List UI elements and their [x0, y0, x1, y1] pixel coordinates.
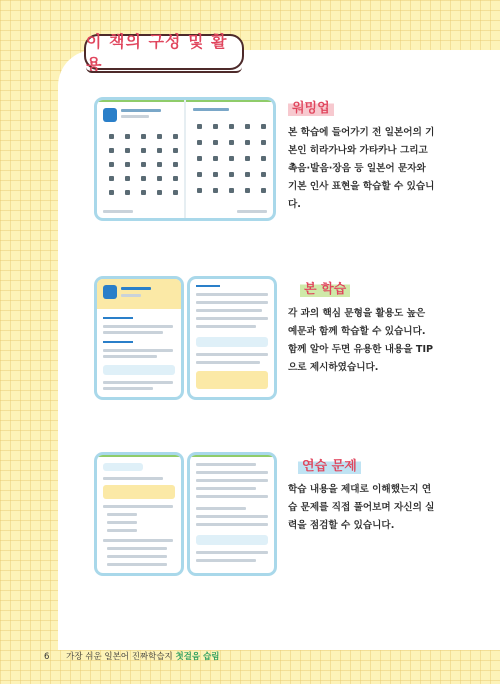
- page-number: 6: [44, 652, 50, 662]
- book-title: 가장 쉬운 일본어 진짜학습지: [66, 652, 173, 662]
- footer: [44, 650, 219, 662]
- exercise-thumbnail-right: [190, 455, 274, 573]
- section-text-exercises: 학습 내용을 제대로 이해했는지 연습 문제를 직접 풀어보며 자신의 실력을 점검할 수 있습니다.: [288, 484, 435, 531]
- warmup-thumbnail: [97, 100, 273, 218]
- page-title-tab: [84, 32, 244, 74]
- section-label-warmup: 워밍업: [288, 97, 334, 116]
- section-label-main-lesson: 본 학습: [300, 278, 350, 297]
- exercise-thumbnail-left: [97, 455, 181, 573]
- page-title: 이 책의 구성 및 활용: [86, 32, 228, 74]
- main-lesson-thumbnail-left: [97, 279, 181, 397]
- main-lesson-thumbnail-right: [190, 279, 274, 397]
- section-text-warmup: 본 학습에 들어가기 전 일본어의 기본인 히라가나와 가타카나 그리고 촉음·발음·장음 등 일본어 문자와 기본 인사 표현을 학습할 수 있습니다.: [288, 127, 435, 210]
- section-text-main-lesson: 각 과의 핵심 문형을 활용도 높은 예문과 함께 학습할 수 있습니다. 함께 알아 두면 유용한 내용을 TIP으로 제시하였습니다.: [288, 308, 434, 373]
- book-subtitle: 첫걸음 습림: [175, 652, 220, 662]
- section-label-exercises: 연습 문제: [298, 455, 361, 474]
